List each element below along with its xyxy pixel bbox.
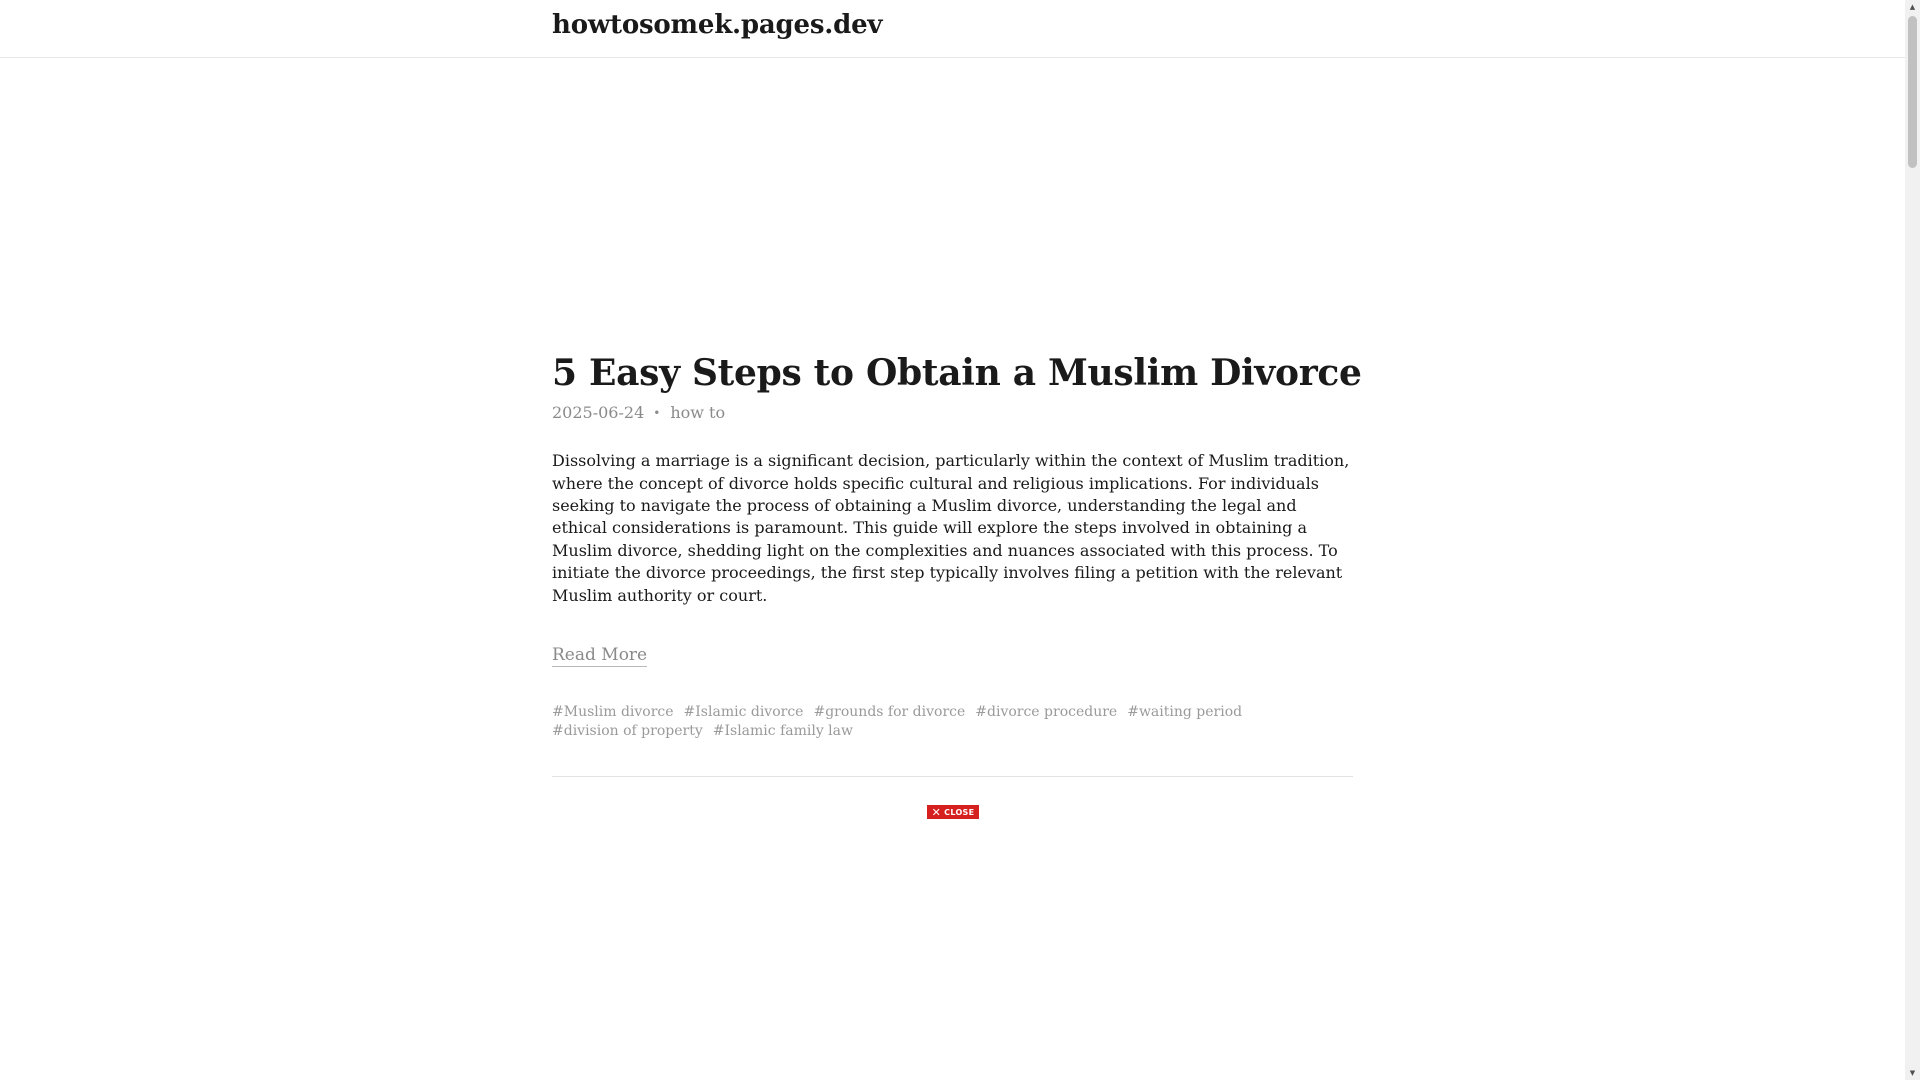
site-title-link[interactable]: howtosomek.pages.dev — [552, 10, 883, 40]
tag-label: waiting period — [1138, 704, 1243, 721]
tag-hash: # — [813, 704, 826, 721]
article — [552, 352, 1362, 777]
tag-link[interactable] — [552, 703, 674, 722]
tag-hash: # — [552, 704, 564, 721]
post-title[interactable]: 5 Easy Steps to Obtain a Muslim Divorce — [552, 352, 1362, 394]
tag-link[interactable] — [713, 722, 853, 741]
tag-hash: # — [552, 723, 564, 740]
scroll-up-icon[interactable]: ▲ — [1909, 3, 1916, 11]
vertical-scrollbar[interactable] — [1905, 0, 1920, 1080]
tag-label: Islamic divorce — [695, 704, 804, 721]
article-divider — [552, 776, 1353, 777]
tag-label: grounds for divorce — [825, 704, 966, 721]
close-icon: ✕ — [931, 805, 942, 819]
tag-list — [552, 703, 1353, 741]
scroll-down-icon[interactable]: ▼ — [1909, 1069, 1916, 1077]
ad-slot-bottom — [552, 820, 1353, 1080]
tag-link[interactable] — [813, 703, 965, 722]
close-ad-label: CLOSE — [944, 807, 975, 817]
post-category[interactable]: how to — [670, 403, 726, 423]
tag-label: Islamic family law — [724, 723, 853, 740]
close-ad-button[interactable] — [927, 805, 979, 819]
site-header — [0, 0, 1905, 58]
tag-link[interactable] — [684, 703, 804, 722]
post-meta — [552, 403, 1353, 422]
tag-hash: # — [712, 723, 725, 740]
post-excerpt: Dissolving a marriage is a significant decision, particularly within the context of Muslim tradition, where the concept of divorce holds specific cultural and religious implications. For individuals seeking to navigate the process of obtaining a Muslim divorce, understanding the legal and ethical considerations is paramount. This guide will explore the steps involved in obtaining a Muslim divorce, shedding light on the complexities and nuances associated with this process. To initiate the divorce proceedings, the first step typically involves filing a petition with the relevant Muslim authority or court. — [552, 451, 1350, 605]
scrollbar-thumb[interactable] — [1908, 16, 1917, 168]
meta-separator: • — [653, 405, 661, 420]
tag-link[interactable] — [975, 703, 1117, 722]
tag-label: Muslim divorce — [563, 704, 674, 721]
tag-link[interactable] — [1127, 703, 1242, 722]
post-date: 2025-06-24 — [552, 403, 645, 423]
tag-hash: # — [975, 704, 987, 721]
tag-label: divorce procedure — [987, 704, 1118, 721]
read-more-link[interactable]: Read More — [552, 645, 648, 666]
tag-hash: # — [683, 704, 696, 721]
tag-link[interactable] — [552, 722, 703, 741]
tag-hash: # — [1127, 704, 1139, 721]
tag-label: division of property — [563, 723, 703, 740]
ad-slot-top — [552, 78, 1353, 318]
